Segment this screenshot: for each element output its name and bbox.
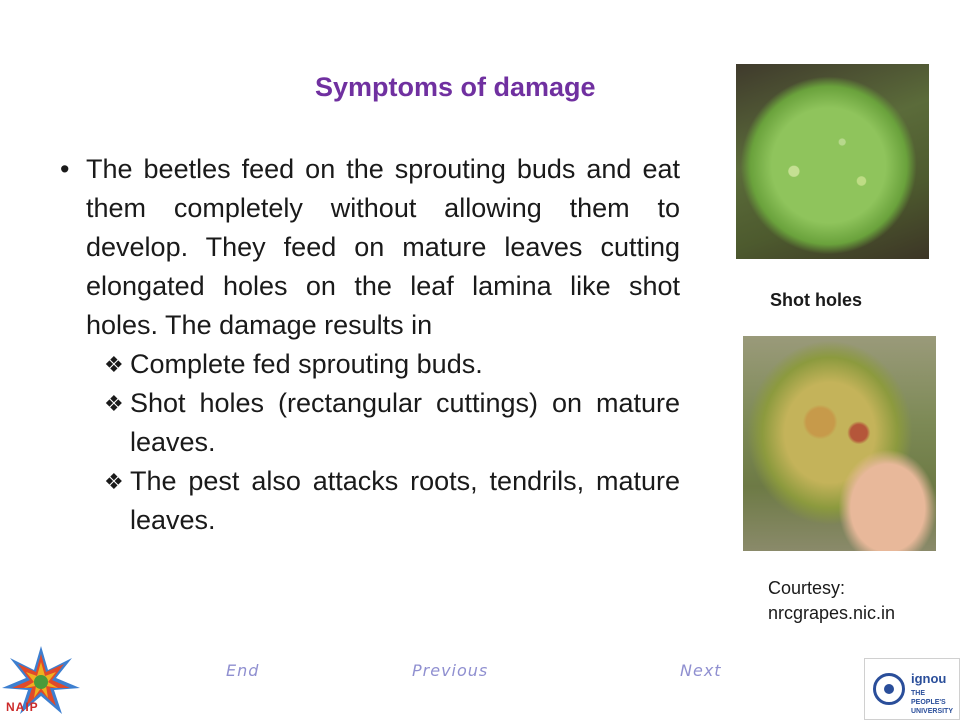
diamond-bullet-icon: ❖ [104, 391, 124, 416]
sub-item-text: Shot holes (rectangular cuttings) on mature leaves. [130, 388, 680, 457]
sub-bullet-item [104, 345, 680, 384]
sub-bullet-item [104, 384, 680, 462]
diamond-bullet-icon: ❖ [104, 352, 124, 377]
slide-body [60, 150, 680, 540]
main-bullet-paragraph [60, 150, 680, 345]
next-link[interactable]: Next [680, 661, 722, 680]
sub-item-text: Complete fed sprouting buds. [130, 349, 483, 379]
slide-title: Symptoms of damage [315, 72, 596, 102]
damaged-shoot-photo [743, 336, 936, 551]
previous-link[interactable]: Previous [412, 661, 489, 680]
ignou-logo [864, 658, 960, 720]
end-link[interactable]: End [226, 661, 260, 680]
ignou-tagline-line1: THE PEOPLE'S [911, 690, 946, 706]
bullet-icon: • [60, 154, 70, 184]
sub-bullet-item [104, 462, 680, 540]
shot-holes-caption: Shot holes [770, 290, 863, 310]
naip-logo-text: NAIP [6, 700, 39, 714]
diamond-bullet-icon: ❖ [104, 469, 124, 494]
grape-leaf-photo [736, 64, 929, 259]
paragraph-text: The beetles feed on the sprouting buds and eat them completely without allowing them to develop. They feed on mature leaves cutting elongated holes on the leaf lamina like shot holes. The damage results in [86, 154, 680, 340]
ignou-name: ignou [911, 671, 947, 686]
courtesy-caption [768, 576, 895, 626]
ignou-tagline-line2: UNIVERSITY [911, 708, 954, 715]
courtesy-label: Courtesy: [768, 578, 846, 598]
ignou-tagline [911, 689, 959, 716]
ignou-emblem-icon [873, 673, 905, 705]
sub-item-text: The pest also attacks roots, tendrils, mature leaves. [130, 466, 680, 535]
courtesy-source: nrcgrapes.nic.in [768, 603, 896, 623]
